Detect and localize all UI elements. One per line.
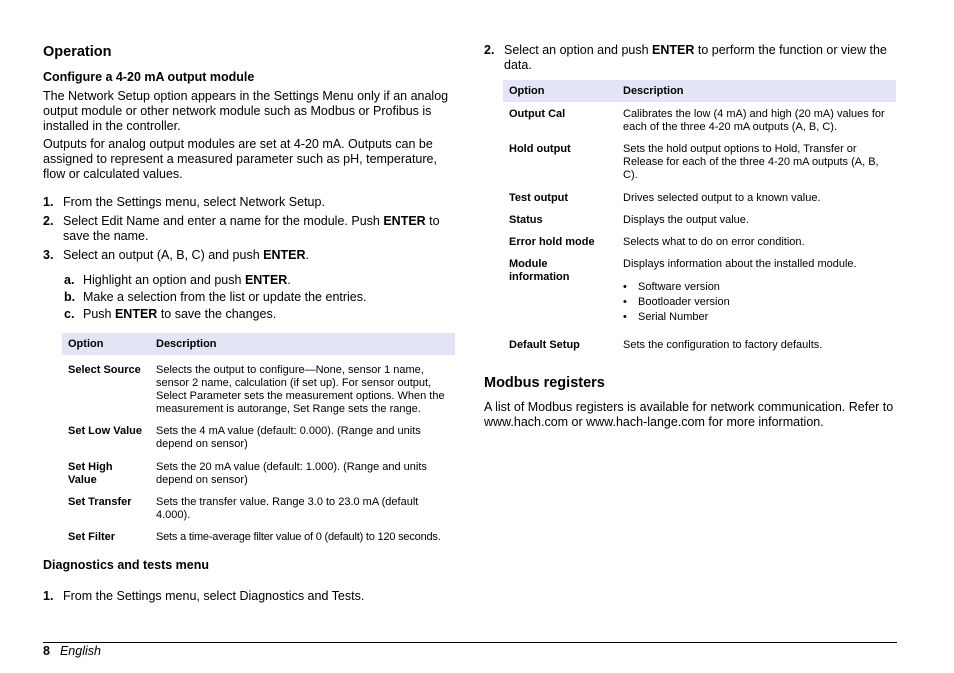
enter-keyword: ENTER (263, 248, 306, 262)
option-cell: Default Setup (509, 339, 580, 351)
substep-text: Highlight an option and push (83, 273, 245, 287)
step-text-end: to save the name. (63, 214, 440, 243)
modbus-paragraph: A list of Modbus registers is available for network communication. Refer to www.hach.com or www.hach-lange.com for more information. (484, 400, 894, 429)
option-cell: Module information (509, 258, 570, 283)
table-row (62, 416, 455, 451)
table-row (503, 182, 896, 205)
option-cell: Hold output (509, 143, 571, 155)
option-cell: Set Transfer (68, 496, 132, 508)
diagnostics-options-table (503, 80, 896, 352)
option-cell: Error hold mode (509, 236, 595, 248)
step-number: 1. (43, 195, 54, 209)
enter-keyword: ENTER (652, 43, 695, 57)
list-item: • Bootloader version (623, 295, 890, 310)
step-1 (43, 195, 456, 210)
description-cell: Sets the 4 mA value (default: 0.000). (Range and units depend on sensor) (156, 425, 421, 450)
list-item: • Serial Number (623, 310, 890, 325)
table-row (503, 205, 896, 227)
step-text: From the Settings menu, select Network Setup. (63, 195, 325, 209)
substep-letter: c. (64, 307, 75, 321)
substep-a (64, 273, 456, 288)
substep-letter: a. (64, 273, 75, 287)
step-text: Select Edit Name and enter a name for the module. Push (63, 214, 384, 228)
option-cell: Set High Value (68, 461, 113, 486)
column-header: Description (617, 80, 896, 102)
option-cell: Select Source (68, 364, 141, 376)
description-cell: Selects the output to configure—None, sensor 1 name, sensor 2 name, calculation (if set up). For sensor output, Select Parameter sets the measurement options. When the measurement is autorange, Set Range sets the range. (156, 364, 445, 415)
table-row (503, 325, 896, 352)
table-row (503, 102, 896, 134)
output-options-table (62, 333, 455, 544)
outputs-paragraph: Outputs for analog output modules are set at 4-20 mA. Outputs can be assigned to represent a measured parameter such as pH, temperature, flow or calculated values. (43, 137, 437, 181)
substep-text-end: to save the changes. (157, 307, 277, 321)
option-cell: Status (509, 214, 543, 226)
table-header-row (62, 333, 455, 355)
step-text: Select an option and push (504, 43, 653, 57)
substep-text: Push (83, 307, 115, 321)
subheading-diagnostics: Diagnostics and tests menu (43, 558, 210, 572)
section-heading-operation: Operation (43, 44, 112, 60)
description-cell: Calibrates the low (4 mA) and high (20 mA) values for each of the three 4-20 mA outputs (A, B, C). (623, 108, 885, 133)
step-number: 3. (43, 248, 54, 262)
table-row (503, 134, 896, 182)
option-cell: Set Filter (68, 531, 116, 543)
step-text: Select an output (A, B, C) and push (63, 248, 264, 262)
step-2 (43, 214, 456, 244)
table-row (503, 227, 896, 249)
description-cell: Sets the transfer value. Range 3.0 to 23.0 mA (default 4.000). (156, 496, 419, 521)
list-item: • Software version (623, 280, 890, 295)
substep-text-end: . (287, 273, 291, 287)
column-header: Option (503, 80, 617, 102)
page-footer (43, 644, 101, 658)
description-cell: Sets the 20 mA value (default: 1.000). (Range and units depend on sensor) (156, 461, 427, 486)
substep-c (64, 307, 456, 322)
description-cell: Selects what to do on error condition. (623, 236, 805, 248)
enter-keyword: ENTER (114, 307, 158, 321)
description-text: Displays information about the installed module. (623, 258, 857, 270)
step-number: 2. (484, 43, 495, 57)
intro-paragraph: The Network Setup option appears in the Settings Menu only if an analog output module or other network module such as Modbus or Profibus is installed in the controller. (43, 89, 449, 133)
step-number: 1. (43, 589, 54, 603)
description-cell: Sets a time-average filter value of 0 (default) to 120 seconds. (156, 531, 441, 543)
step-text-end: to perform the function or view the data. (504, 43, 887, 72)
footer-language: English (59, 644, 101, 658)
option-cell: Set Low Value (68, 425, 142, 437)
module-info-list (623, 280, 890, 325)
option-cell: Test output (509, 192, 569, 204)
table-header-row (503, 80, 896, 102)
footer-divider (43, 642, 897, 643)
description-cell: Sets the configuration to factory defaults. (623, 339, 823, 351)
column-header: Description (150, 333, 455, 355)
section-heading-modbus: Modbus registers (484, 375, 605, 391)
step-text-end: . (305, 248, 309, 262)
description-cell: Drives selected output to a known value. (623, 192, 821, 204)
table-row (62, 355, 455, 416)
page-number: 8 (43, 644, 50, 658)
step-3 (43, 248, 456, 263)
description-cell (617, 249, 896, 325)
table-row (503, 249, 896, 325)
step-text: From the Settings menu, select Diagnostics and Tests. (63, 589, 365, 603)
table-row (62, 522, 455, 544)
step-number: 2. (43, 214, 54, 228)
description-cell: Sets the hold output options to Hold, Transfer or Release for each of the three 4-20 mA outputs (A, B, C). (623, 143, 879, 181)
enter-keyword: ENTER (383, 214, 426, 228)
diag-step-1 (43, 589, 456, 604)
enter-keyword: ENTER (244, 273, 288, 287)
diag-step-2 (484, 43, 897, 73)
description-cell: Displays the output value. (623, 214, 749, 226)
substep-text: Make a selection from the list or update the entries. (83, 290, 367, 304)
table-row (62, 451, 455, 487)
subheading-configure-output: Configure a 4-20 mA output module (43, 70, 255, 84)
table-row (62, 487, 455, 522)
option-cell: Output Cal (509, 108, 566, 120)
substep-b (64, 290, 456, 305)
substep-letter: b. (64, 290, 76, 304)
column-header: Option (62, 333, 150, 355)
